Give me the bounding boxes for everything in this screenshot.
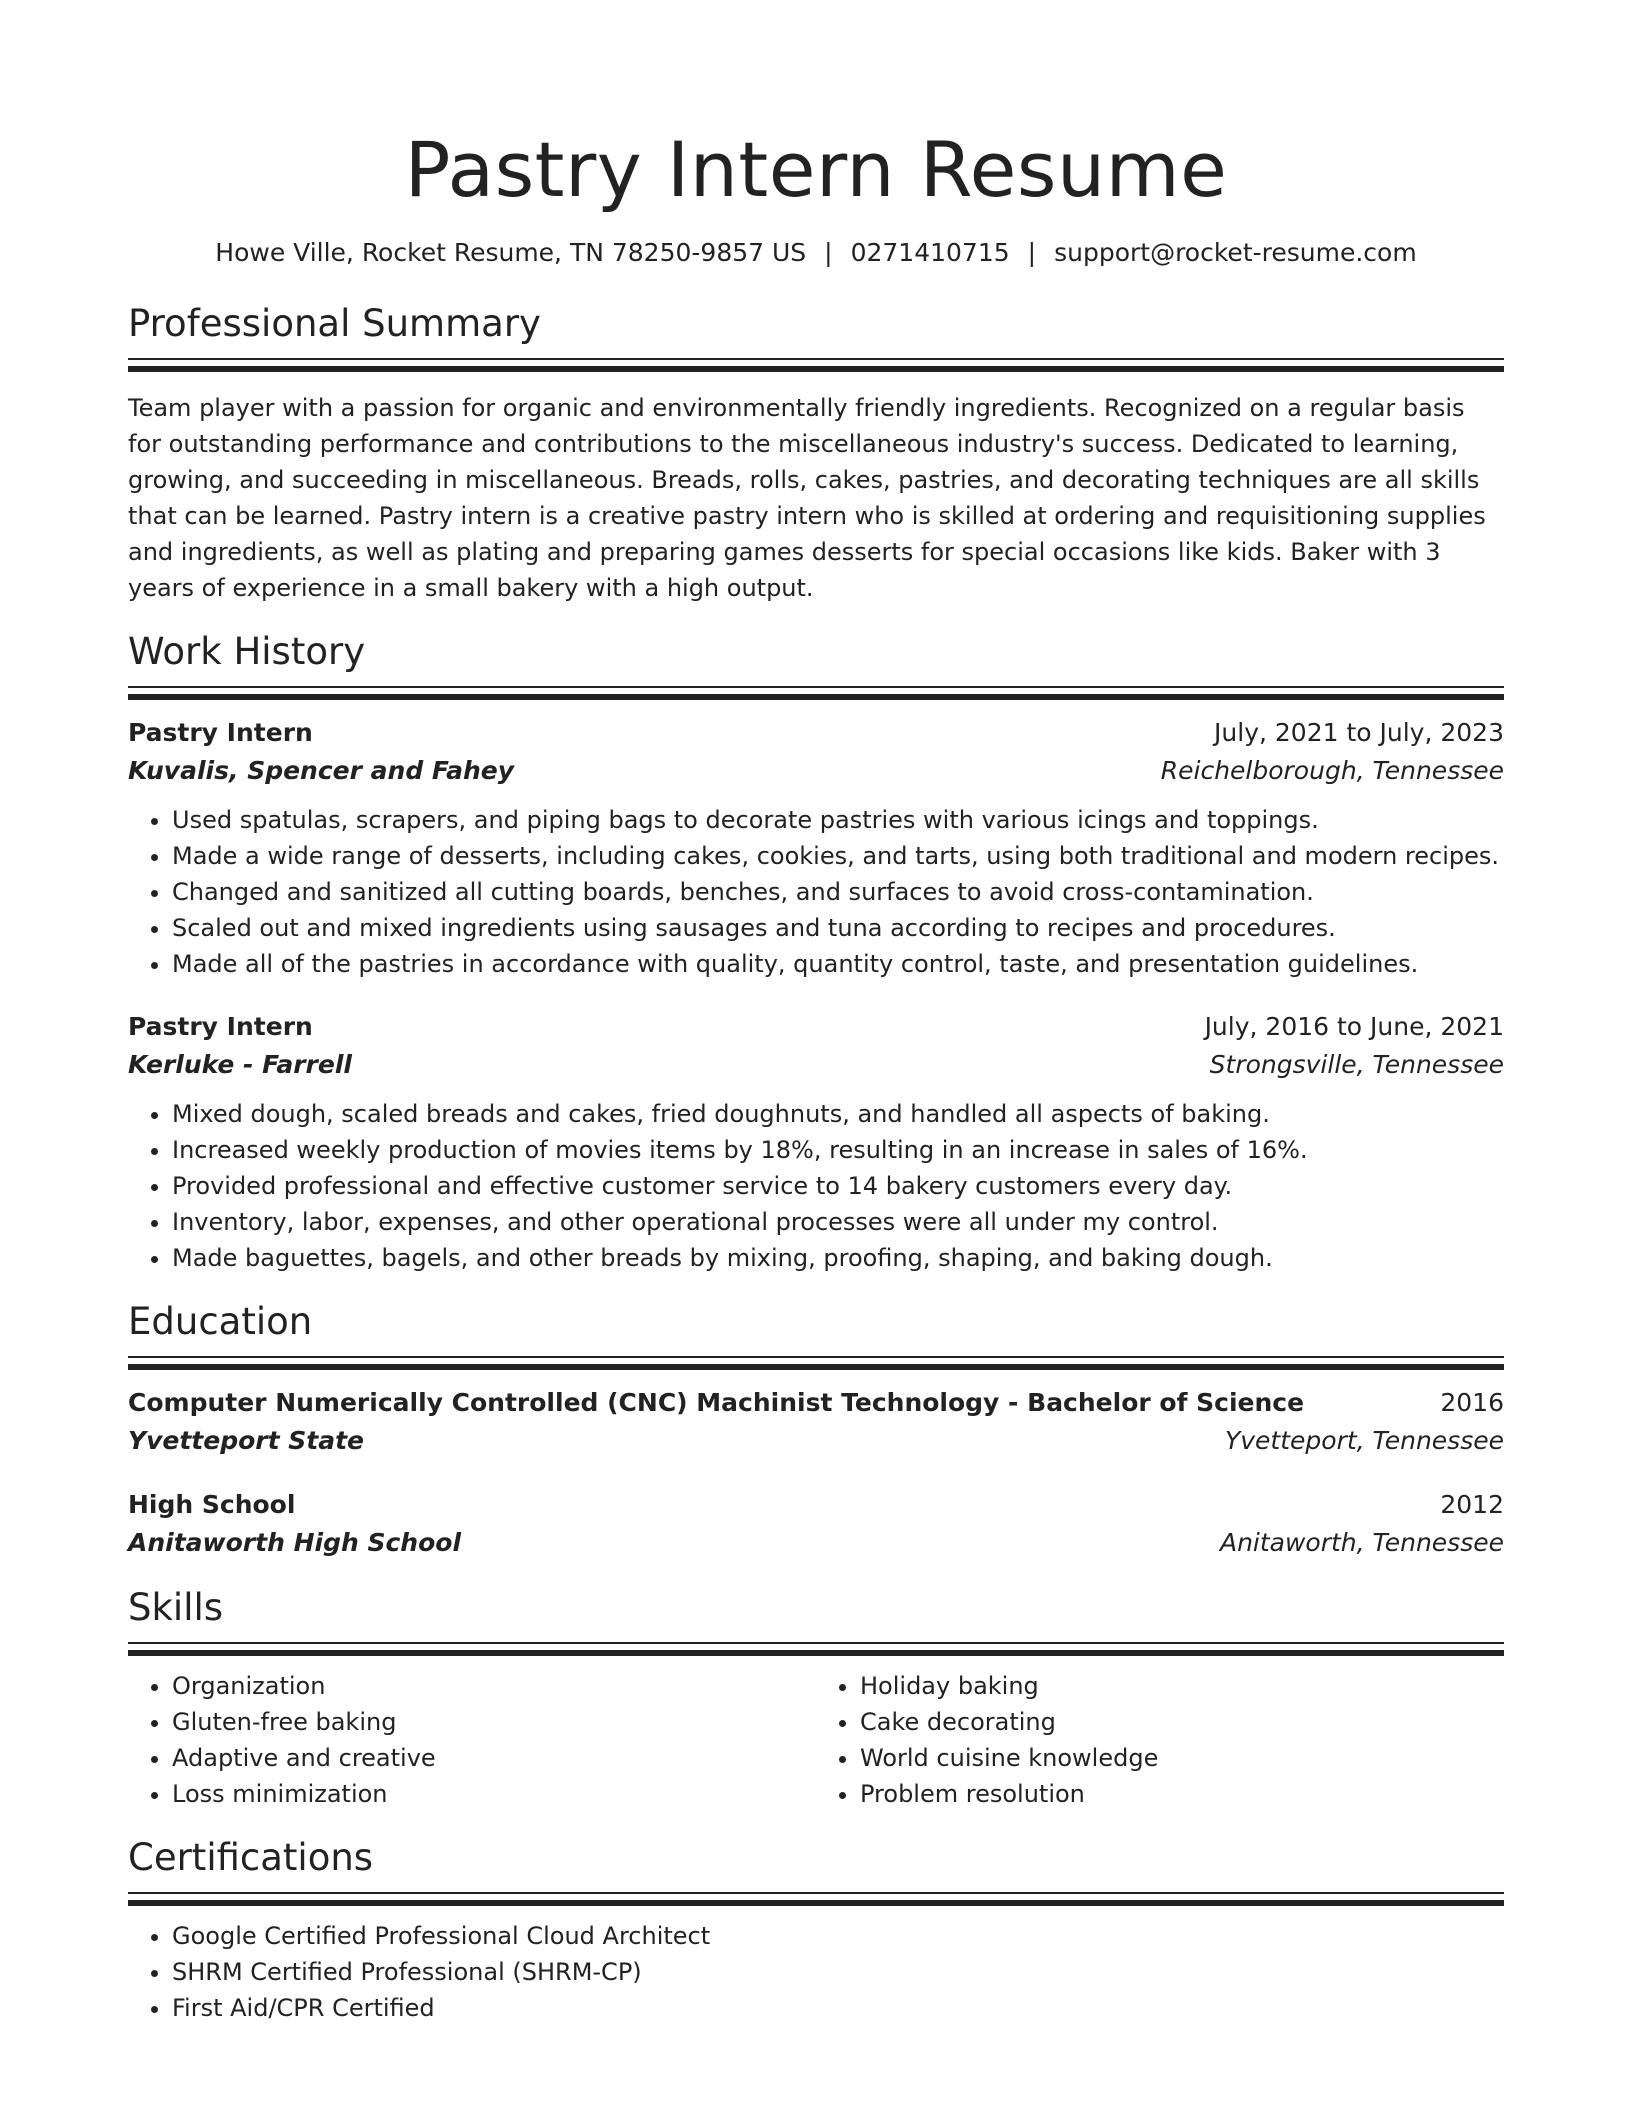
contact-line: [128, 236, 1504, 270]
job-dates: July, 2021 to July, 2023: [1214, 718, 1504, 747]
education-entry: [128, 1486, 1504, 1562]
section-rule-thick: [128, 1650, 1504, 1656]
section-rule-thick: [128, 366, 1504, 372]
education-degree-row: [128, 1486, 1504, 1524]
education-school-row: [128, 1524, 1504, 1562]
certification-item: • SHRM Certified Professional (SHRM-CP): [172, 1954, 1504, 1990]
certifications-section: [128, 1834, 1504, 2026]
section-rule-thin: [128, 1892, 1504, 1894]
job-location: Reichelborough, Tennessee: [1160, 756, 1504, 785]
section-rule-thin: [128, 686, 1504, 688]
skill-item: • Organization: [172, 1668, 816, 1704]
job-company: Kuvalis, Spencer and Fahey: [128, 756, 515, 785]
job-bullets: [128, 802, 1504, 982]
job-bullet: • Made baguettes, bagels, and other breads by mixing, proofing, shaping, and baking dough.: [172, 1240, 1504, 1276]
skills-list-left: [128, 1668, 816, 1812]
certification-item: • First Aid/CPR Certified: [172, 1990, 1504, 2026]
job-bullet: • Made a wide range of desserts, including cakes, cookies, and tarts, using both traditional and modern recipes.: [172, 838, 1504, 874]
education-year: 2012: [1440, 1490, 1504, 1519]
certifications-list: [128, 1918, 1504, 2026]
job-entry: [128, 1008, 1504, 1276]
resume-page: [128, 0, 1504, 2026]
education-location: Yvetteport, Tennessee: [1224, 1426, 1504, 1455]
summary-heading: Professional Summary: [128, 302, 541, 345]
education-school-row: [128, 1422, 1504, 1460]
job-title-row: [128, 1008, 1504, 1046]
job-bullet: • Increased weekly production of movies items by 18%, resulting in an increase in sales of 16%.: [172, 1132, 1504, 1168]
certifications-heading: Certifications: [128, 1836, 374, 1879]
job-bullet: • Scaled out and mixed ingredients using sausages and tuna according to recipes and procedures.: [172, 910, 1504, 946]
contact-separator: |: [824, 238, 833, 267]
education-entry: [128, 1384, 1504, 1460]
job-bullet: • Made all of the pastries in accordance with quality, quantity control, taste, and presentation guidelines.: [172, 946, 1504, 982]
job-bullet: • Mixed dough, scaled breads and cakes, fried doughnuts, and handled all aspects of baking.: [172, 1096, 1504, 1132]
section-rule-thin: [128, 358, 1504, 360]
skill-item: • Cake decorating: [860, 1704, 1504, 1740]
education-location: Anitaworth, Tennessee: [1219, 1528, 1504, 1557]
summary-section: [128, 300, 1504, 606]
skills-section: [128, 1584, 1504, 1812]
summary-text: Team player with a passion for organic and environmentally friendly ingredients. Recognized on a regular basis for outstanding performance and contributions to the miscellaneous industry's success. Dedicated to learning, growing, and succeeding in miscellaneous. Breads, rolls, cakes, pastries, and decorating techniques are all skills that can be learned. Pastry intern is a creative pastry intern who is skilled at ordering and requisitioning supplies and ingredients, as well as plating and preparing games desserts for special occasions like kids. Baker with 3 years of experience in a small bakery with a high output.: [128, 394, 1486, 602]
contact-phone: 0271410715: [850, 238, 1010, 267]
skills-heading: Skills: [128, 1586, 224, 1629]
job-bullet: • Used spatulas, scrapers, and piping bags to decorate pastries with various icings and toppings.: [172, 802, 1504, 838]
job-title: Pastry Intern: [128, 718, 313, 747]
section-rule-thin: [128, 1356, 1504, 1358]
job-title: Pastry Intern: [128, 1012, 313, 1041]
section-rule-thick: [128, 1900, 1504, 1906]
job-bullet: • Inventory, labor, expenses, and other operational processes were all under my control.: [172, 1204, 1504, 1240]
education-school: Yvetteport State: [128, 1426, 364, 1455]
job-bullet: • Changed and sanitized all cutting boards, benches, and surfaces to avoid cross-contamination.: [172, 874, 1504, 910]
job-title-row: [128, 714, 1504, 752]
job-company: Kerluke - Farrell: [128, 1050, 352, 1079]
job-entry: [128, 714, 1504, 982]
job-dates: July, 2016 to June, 2021: [1204, 1012, 1504, 1041]
education-degree-row: [128, 1384, 1504, 1422]
education-section: [128, 1298, 1504, 1562]
contact-separator: |: [1027, 238, 1037, 267]
resume-title: Pastry Intern Resume: [404, 125, 1228, 214]
job-company-row: [128, 1046, 1504, 1084]
section-rule-thick: [128, 1364, 1504, 1370]
skill-item: • World cuisine knowledge: [860, 1740, 1504, 1776]
section-rule-thin: [128, 1642, 1504, 1644]
certification-item: • Google Certified Professional Cloud Architect: [172, 1918, 1504, 1954]
skills-list-right: [816, 1668, 1504, 1812]
skills-grid: [128, 1668, 1504, 1812]
skill-item: • Adaptive and creative: [172, 1740, 816, 1776]
section-rule-thick: [128, 694, 1504, 700]
work-section: [128, 628, 1504, 1276]
contact-email: support@rocket-resume.com: [1054, 238, 1417, 267]
education-year: 2016: [1440, 1388, 1504, 1417]
work-heading: Work History: [128, 630, 366, 673]
skill-item: • Problem resolution: [860, 1776, 1504, 1812]
skill-item: • Gluten-free baking: [172, 1704, 816, 1740]
skill-item: • Loss minimization: [172, 1776, 816, 1812]
job-bullets: [128, 1096, 1504, 1276]
job-location: Strongsville, Tennessee: [1209, 1050, 1504, 1079]
skill-item: • Holiday baking: [860, 1668, 1504, 1704]
education-heading: Education: [128, 1300, 313, 1343]
education-degree: High School: [128, 1490, 296, 1519]
education-degree: Computer Numerically Controlled (CNC) Machinist Technology - Bachelor of Science: [128, 1388, 1305, 1417]
education-school: Anitaworth High School: [128, 1528, 462, 1557]
job-company-row: [128, 752, 1504, 790]
contact-address: Howe Ville, Rocket Resume, TN 78250-9857 US: [215, 238, 807, 267]
job-bullet: • Provided professional and effective customer service to 14 bakery customers every day.: [172, 1168, 1504, 1204]
